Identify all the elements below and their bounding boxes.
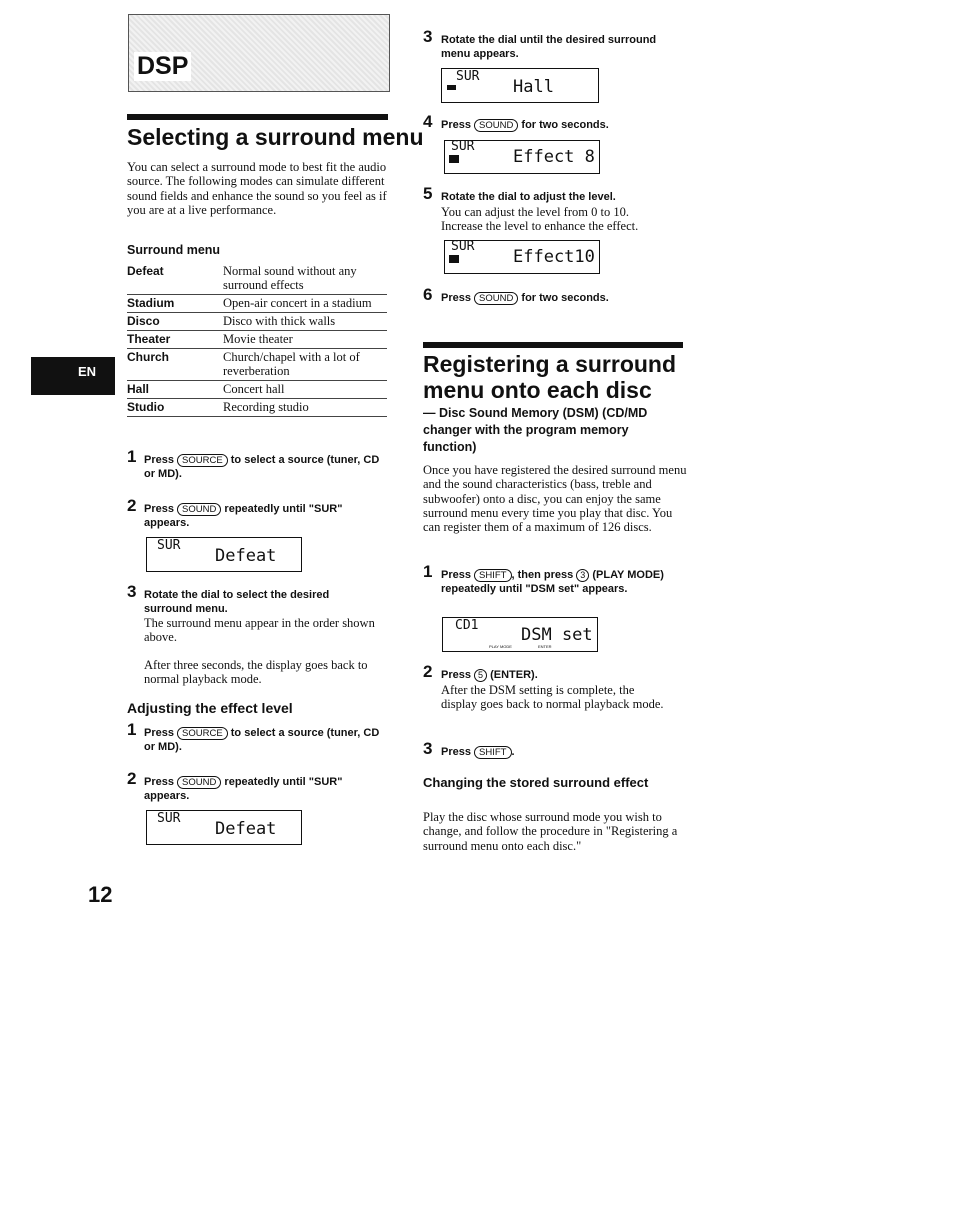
- intro-paragraph: You can select a surround mode to best fit the audio source. The following modes can simulate different sound fields and enhance the sound so you feel as if you are at a live performance.: [127, 160, 387, 217]
- step-number: 2: [423, 662, 433, 681]
- display-segment-icon: [447, 85, 456, 90]
- sound-key: SOUND: [474, 119, 518, 132]
- mode-name: Defeat: [127, 263, 223, 295]
- sound-key: SOUND: [474, 292, 518, 305]
- step-pre: Press: [441, 119, 471, 131]
- step-instruction: [441, 118, 666, 132]
- table-row: [127, 313, 387, 331]
- step-number: 3: [423, 739, 433, 758]
- step-post: for two seconds.: [521, 119, 609, 131]
- lcd-display: [444, 140, 600, 174]
- step-instruction: [144, 726, 389, 754]
- surround-menu-table: [127, 263, 387, 417]
- display-text: Defeat: [215, 546, 277, 566]
- step-instruction: [441, 668, 666, 682]
- step-pre: Press: [441, 292, 471, 304]
- display-text: Effect 8: [513, 147, 595, 167]
- mode-name: Disco: [127, 313, 223, 331]
- display-caption: ENTER: [538, 644, 552, 649]
- step-pre: Press: [144, 454, 174, 466]
- step-number: 1: [127, 720, 137, 739]
- display-text: DSM set: [521, 625, 593, 645]
- lcd-display: [441, 68, 599, 103]
- step-note: You can adjust the level from 0 to 10. Increase the level to enhance the effect.: [441, 205, 639, 234]
- dsm-section-title: Registering a surround menu onto each disc: [423, 351, 677, 403]
- step-instruction: [441, 568, 666, 596]
- language-tab: [31, 357, 115, 395]
- source-key: SOURCE: [177, 727, 228, 740]
- mode-description: Open-air concert in a stadium: [223, 295, 387, 313]
- mode-description: Movie theater: [223, 331, 387, 349]
- dsm-subtitle: — Disc Sound Memory (DSM) (CD/MD changer with the program memory function): [423, 406, 648, 454]
- step-pre: Press: [144, 776, 174, 788]
- step-number: 3: [127, 582, 137, 601]
- display-caption: PLAY MODE: [489, 644, 512, 649]
- step-pre: Press: [144, 727, 174, 739]
- lcd-display: [442, 617, 598, 652]
- step-instruction: [441, 745, 666, 759]
- step-pre: Press: [441, 569, 471, 581]
- table-row: [127, 331, 387, 349]
- display-indicator: SUR: [451, 239, 475, 254]
- shift-key: SHIFT: [474, 569, 511, 582]
- step-instruction: Rotate the dial to select the desired surround menu.: [144, 589, 330, 615]
- number-key: 5: [474, 669, 487, 682]
- step-post: repeatedly until "SUR" appears.: [144, 503, 343, 529]
- change-heading: Changing the stored surround effect: [423, 775, 649, 790]
- step-number: 4: [423, 112, 433, 131]
- step-post: .: [511, 746, 515, 758]
- sound-key: SOUND: [177, 503, 221, 516]
- language-tab-label: EN: [78, 364, 97, 379]
- table-row: [127, 381, 387, 399]
- display-indicator: SUR: [451, 139, 475, 154]
- step-instruction: Rotate the dial until the desired surround menu appears.: [441, 34, 657, 60]
- display-indicator: SUR: [157, 538, 181, 553]
- step-instruction: [144, 502, 379, 530]
- mode-name: Theater: [127, 331, 223, 349]
- level-meter-icon: [449, 155, 459, 163]
- mode-description: Recording studio: [223, 399, 387, 417]
- section-rule: [423, 342, 683, 348]
- lcd-display: [146, 537, 302, 572]
- step-instruction: [144, 453, 389, 481]
- lcd-display: [146, 810, 302, 845]
- mode-description: Concert hall: [223, 381, 387, 399]
- step-note: After three seconds, the display goes back to normal playback mode.: [144, 658, 368, 687]
- step-note: The surround menu appear in the order shown above.: [144, 616, 375, 645]
- mode-description: Disco with thick walls: [223, 313, 387, 331]
- step-post: (PLAY MODE) repeatedly until "DSM set" appears.: [441, 569, 664, 595]
- level-meter-icon: [449, 255, 459, 263]
- display-text: Hall: [513, 77, 554, 97]
- display-indicator: CD1: [455, 618, 479, 633]
- step-post: for two seconds.: [521, 292, 609, 304]
- step-mid: , then press: [511, 569, 574, 581]
- step-number: 1: [423, 562, 433, 581]
- mode-name: Church: [127, 349, 223, 381]
- step-number: 1: [127, 447, 137, 466]
- number-key: 3: [576, 569, 589, 582]
- step-instruction: [144, 775, 379, 803]
- display-text: Effect10: [513, 247, 595, 267]
- step-post: to select a source (tuner, CD or MD).: [144, 727, 380, 753]
- step-post: to select a source (tuner, CD or MD).: [144, 454, 380, 480]
- step-pre: Press: [144, 503, 174, 515]
- step-number: 3: [423, 27, 433, 46]
- step-number: 5: [423, 184, 433, 203]
- section-rule: [127, 114, 388, 120]
- mode-description: Church/chapel with a lot of reverberation: [223, 349, 387, 381]
- section-title: Selecting a surround menu: [127, 124, 424, 150]
- table-row: [127, 399, 387, 417]
- mode-name: Stadium: [127, 295, 223, 313]
- effect-level-heading: Adjusting the effect level: [127, 700, 293, 716]
- step-post: (ENTER).: [490, 669, 538, 681]
- table-row: [127, 295, 387, 313]
- source-key: SOURCE: [177, 454, 228, 467]
- sound-key: SOUND: [177, 776, 221, 789]
- step-instruction: [441, 291, 666, 305]
- step-number: 6: [423, 285, 433, 304]
- step-pre: Press: [441, 746, 471, 758]
- display-indicator: SUR: [157, 811, 181, 826]
- step-note: After the DSM setting is complete, the display goes back to normal playback mode.: [441, 683, 664, 712]
- display-text: Defeat: [215, 819, 277, 839]
- mode-description: Normal sound without any surround effects: [223, 263, 387, 295]
- dsm-intro: Once you have registered the desired surround menu and the sound characteristics (bass, treble and subwoofer) onto a disc, you can enjoy the same surround menu every time you play that disc. You can register them of a maximum of 126 discs.: [423, 463, 687, 535]
- table-row: [127, 263, 387, 295]
- display-indicator: SUR: [456, 69, 480, 84]
- shift-key: SHIFT: [474, 746, 511, 759]
- step-pre: Press: [441, 669, 471, 681]
- surround-menu-heading: Surround menu: [127, 243, 221, 257]
- mode-name: Hall: [127, 381, 223, 399]
- table-row: [127, 349, 387, 381]
- dsp-label: DSP: [134, 52, 191, 81]
- lcd-display: [444, 240, 600, 274]
- step-number: 2: [127, 769, 137, 788]
- change-paragraph: Play the disc whose surround mode you wish to change, and follow the procedure in "Registering a surround menu onto each disc.": [423, 810, 678, 853]
- mode-name: Studio: [127, 399, 223, 417]
- step-number: 2: [127, 496, 137, 515]
- step-instruction: Rotate the dial to adjust the level.: [441, 191, 616, 203]
- step-post: repeatedly until "SUR" appears.: [144, 776, 343, 802]
- page-number: 12: [88, 882, 113, 907]
